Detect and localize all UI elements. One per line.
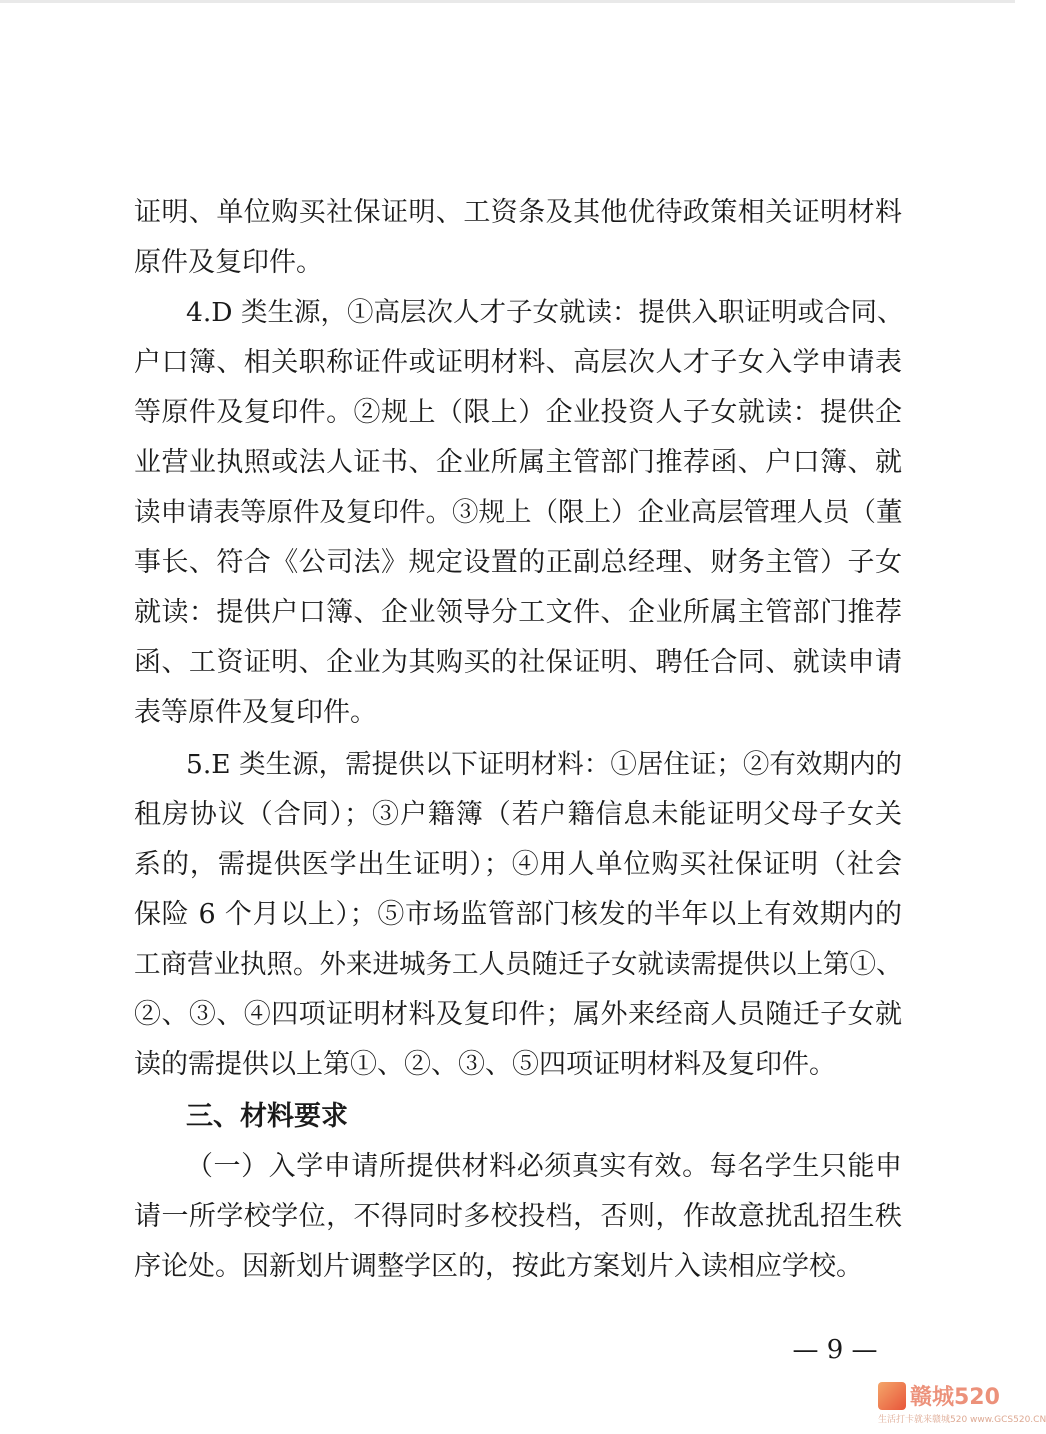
text-line-5: 等原件及复印件。②规上（限上）企业投资人子女就读：提供企: [134, 397, 902, 428]
text-line-2: 原件及复印件。: [134, 247, 323, 278]
text-line-15: 保险 6 个月以上）；⑤市场监管部门核发的半年以上有效期内的: [134, 899, 902, 930]
text-line-22: 序论处。因新划片调整学区的，按此方案划片入读相应学校。: [134, 1251, 863, 1282]
watermark-logo-icon: [878, 1382, 906, 1410]
text-line-3: 4.D 类生源，①高层次人才子女就读：提供入职证明或合同、: [186, 297, 904, 328]
text-line-6: 业营业执照或法人证书、企业所属主管部门推荐函、户口簿、就: [134, 447, 902, 478]
page-number: — 9 —: [792, 1335, 878, 1365]
page-top-edge: [0, 0, 1015, 3]
watermark: [878, 1378, 1046, 1426]
text-line-10: 函、工资证明、企业为其购买的社保证明、聘任合同、就读申请: [134, 647, 902, 678]
text-line-9: 就读：提供户口簿、企业领导分工文件、企业所属主管部门推荐: [134, 597, 902, 628]
text-line-17: ②、③、④四项证明材料及复印件；属外来经商人员随迁子女就: [134, 999, 902, 1030]
section-heading: 三、材料要求: [186, 1101, 348, 1132]
text-line-18: 读的需提供以上第①、②、③、⑤四项证明材料及复印件。: [134, 1049, 836, 1080]
text-line-16: 工商营业执照。外来进城务工人员随迁子女就读需提供以上第①、: [134, 949, 903, 980]
text-line-11: 表等原件及复印件。: [134, 697, 377, 728]
text-line-7: 读申请表等原件及复印件。③规上（限上）企业高层管理人员（董: [134, 497, 903, 528]
text-line-13: 租房协议（合同）；③户籍簿（若户籍信息未能证明父母子女关: [134, 799, 902, 830]
watermark-subtext: 生活打卡就来赣城520 www.GCS520.CN: [878, 1415, 1046, 1425]
text-line-12: 5.E 类生源，需提供以下证明材料：①居住证；②有效期内的: [186, 749, 902, 780]
text-line-1: 证明、单位购买社保证明、工资条及其他优待政策相关证明材料: [134, 197, 902, 228]
text-line-21: 请一所学校学位，不得同时多校投档，否则，作故意扰乱招生秩: [134, 1201, 902, 1232]
text-line-20: （一）入学申请所提供材料必须真实有效。每名学生只能申: [186, 1151, 902, 1182]
watermark-text: 赣城520: [910, 1385, 1000, 1410]
text-line-4: 户口簿、相关职称证件或证明材料、高层次人才子女入学申请表: [134, 347, 902, 378]
text-line-14: 系的，需提供医学出生证明）；④用人单位购买社保证明（社会: [134, 849, 902, 880]
text-line-8: 事长、符合《公司法》规定设置的正副总经理、财务主管）子女: [134, 547, 902, 578]
